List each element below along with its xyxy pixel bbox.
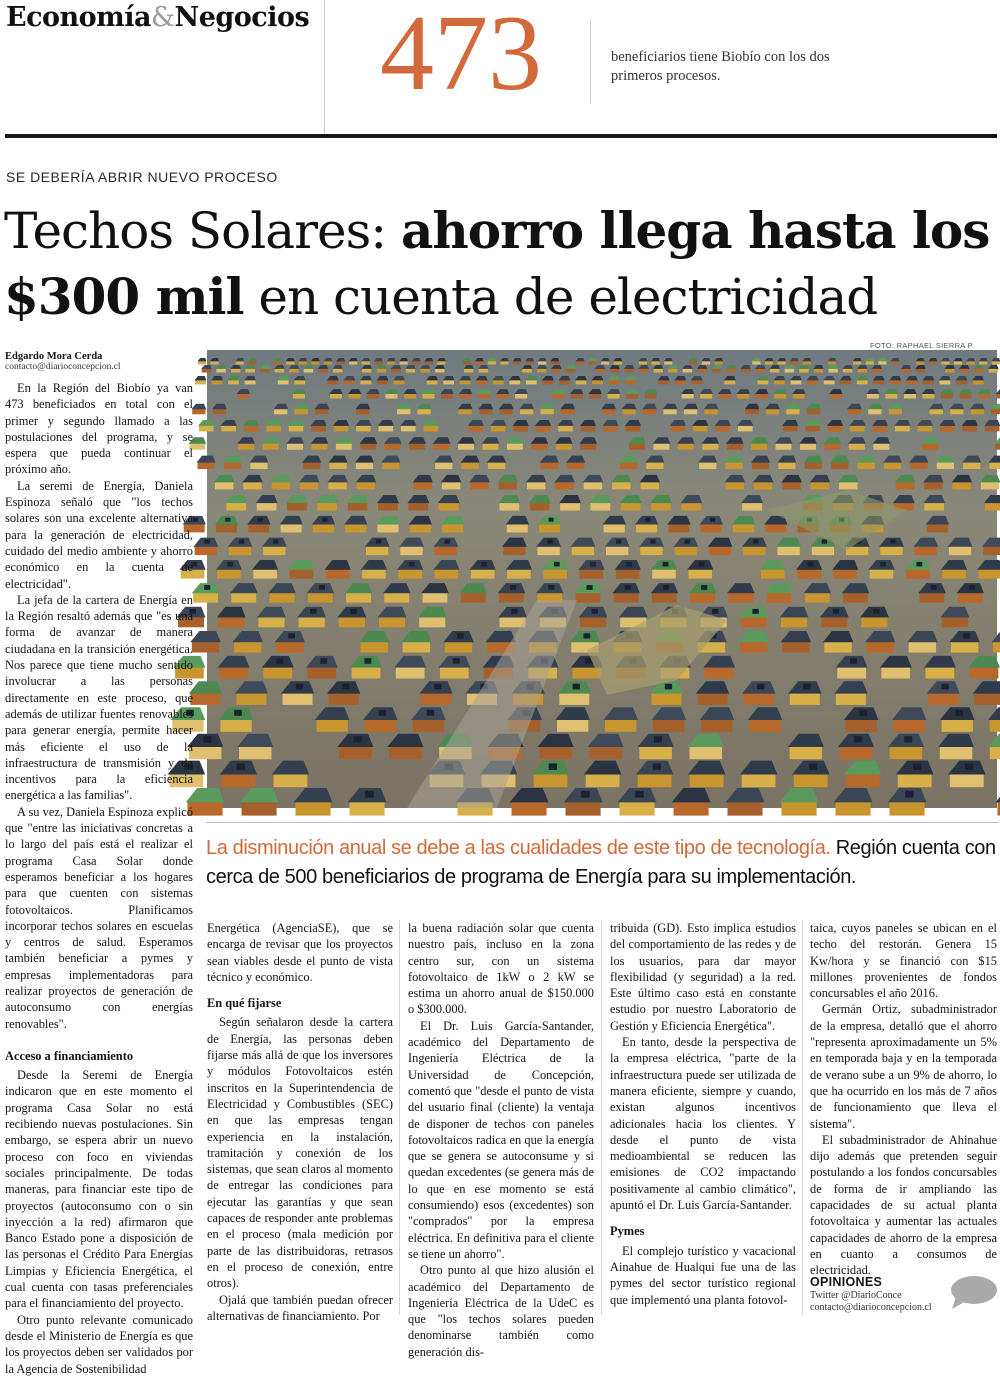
section-brand <box>6 2 309 33</box>
house <box>198 420 214 431</box>
house <box>192 404 207 415</box>
subheading-fijarse: En qué fijarse <box>207 995 393 1011</box>
paragraph: Según señalaron desde la cartera de Energía, las personas deben fijarse más allá de que los inversores y módulos Fotovoltaicos estén inscritos en la Superintendencia de Electricidad y Combustibles (SEC) en que las empresas tengan experiencia en la instalación, tramitación y conexión de los sistemas, que sean claros al momento de entregar las condiciones para ejecutar las garantías y que sean capaces de responder ante problemas en el proceso (mala medición por parte de las distribuidoras, retrasos en el proceso de conexión, entre otros). <box>207 1014 393 1291</box>
photo-credit: FOTO: RAPHAEL SIERRA P. <box>870 341 974 350</box>
headline-light-1: Techos Solares: <box>4 202 401 260</box>
headline-line-1 <box>4 206 989 256</box>
paragraph: Germán Ortiz, subadministrador de la empresa, detalló que el ahorro "representa aproximadamente un 5% en temporada baja y en la temporada de verano sube a un 9% de ahorro, lo que ha ocurrido en los más de 7 años de funcionamiento que lleva el sistema". <box>810 1001 997 1131</box>
paragraph: Energética (AgenciaSE), que se encarga de revisar que los proyectos sean viables desde el punto de vista técnico y económico. <box>207 920 393 985</box>
opiniones-title: OPINIONES <box>810 1275 882 1289</box>
speech-bubble-icon <box>948 1275 998 1311</box>
kicker: SE DEBERÍA ABRIR NUEVO PROCESO <box>6 169 278 185</box>
column-divider <box>399 920 400 1315</box>
paragraph: La seremi de Energía, Daniela Espinoza señaló que "los techos solares son una excelente alternativa para la generación de electricidad, cuidado del medio ambiente y ahorro económico en la cuenta de electricidad". <box>5 478 193 592</box>
paragraph: Ojalá que también puedan ofrecer alternativas de financiamiento. Por <box>207 1292 393 1325</box>
deck <box>206 834 998 892</box>
house <box>190 631 221 653</box>
brand-part1: Economía <box>6 2 151 33</box>
house <box>193 538 218 556</box>
column-divider <box>802 920 803 1315</box>
body-column-3 <box>408 920 594 1316</box>
brand-amp: & <box>151 2 175 33</box>
paragraph: El Dr. Luis García-Santander, académico del Departamento de Ingeniería Eléctrica de la Universidad de Concepción, comentó que "desde el punto de vista del usuario final (cliente) la ventaja de disponer de techos con paneles fotovoltaicos radica en que la energía que se genera se autoconsume y si quedan excedentes (se genera más de lo que en ese momento se está consumiendo) esos (excedentes) son "comprados" por la empresa eléctrica. En definitiva para el cliente se tiene un ahorro". <box>408 1018 594 1262</box>
byline-email: contacto@diarioconcepcion.cl <box>5 362 121 372</box>
number-divider <box>590 20 591 104</box>
house <box>192 583 220 603</box>
headline-light-2: en cuenta de electricidad <box>243 268 877 326</box>
paragraph: El complejo turístico y vacacional Ainahue de Hualqui fue una de las pymes del sector turístico regional que implementó una planta fotovol- <box>610 1243 796 1308</box>
photo-illustration <box>207 350 997 808</box>
byline-name: Edgardo Mora Cerda <box>5 351 102 362</box>
headline-line-2 <box>4 272 877 322</box>
body-column-5 <box>810 920 997 1270</box>
header-divider <box>324 0 325 134</box>
opiniones-email[interactable]: contacto@diarioconcepcion.cl <box>810 1302 932 1313</box>
headline-bold-1: ahorro llega hasta los <box>401 201 989 260</box>
paragraph: taica, cuyos paneles se ubican en el techo del restorán. Genera 15 Kw/hora y se financió con $15 millones provenientes de fondos concursables el año 2016. <box>810 920 997 1001</box>
headline-bold-2: $300 mil <box>4 267 243 326</box>
subheading-pymes: Pymes <box>610 1223 796 1239</box>
subheading-financiamiento: Acceso a financiamiento <box>5 1048 193 1064</box>
paragraph: El subadministrador de Ahinahue dijo además que pretenden seguir postulando a los fondos concursables de forma de ir ampliando las capacidades de su actual planta fotovoltaica y aumentar las actuales capacidades de ahorro de la empresa en cuanto a consumos de electricidad. <box>810 1132 997 1279</box>
body-column-1 <box>5 380 193 1310</box>
house <box>197 456 216 469</box>
deck-accent: La disminución anual se debe a las cualidades de este tipo de tecnología. <box>206 837 831 859</box>
paragraph: A su vez, Daniela Espinoza explicó que "entre las iniciativas concretas a lo largo del país está el realizar el programa Casa Solar donde esperamos beneficiar a los hogares para que cuenten con sistemas fotovoltaicos. Planificamos incorporar techos solares en escuelas y centros de salud. Esperamos también beneficiar a pymes y empresas implementadoras para realizar proyectos de generación de autoconsumo con energías renovables". <box>5 804 193 1032</box>
body-column-4 <box>610 920 796 1316</box>
paragraph: tribuida (GD). Esto implica estudios del comportamiento de las redes y de los usuarios, para dar mayor flexibilidad (y seguridad) a la red. Este último caso está en constante estudio por nuestro Laboratorio de Gestión y Eficiencia Energética". <box>610 920 796 1034</box>
house <box>201 365 212 372</box>
house <box>189 681 222 705</box>
column-divider <box>601 920 602 1315</box>
house <box>195 376 207 384</box>
opiniones-twitter[interactable]: Twitter @DiarioConce <box>810 1290 902 1301</box>
paragraph: En la Región del Biobío ya van 473 beneficiados en total con el primer y segundo llamado a las postulaciones del programa, y se espera que pueda continuar el próximo año. <box>5 380 193 478</box>
paragraph: En tanto, desde la perspectiva de la empresa eléctrica, "parte de la infraestructura puede ser utilizada de manera eficiente, siempre y cuando, existan algunos incentivos adicionales hacia los clientes. Y desde el punto de vista medioambiental se reducen las emisiones de CO2 impactando positivamente al cambio climático", apuntó el Dr. Luis García-Santander. <box>610 1034 796 1213</box>
brand-part2: Negocios <box>175 2 310 33</box>
header-rule <box>5 134 997 138</box>
paragraph: Otro punto relevante comunicado desde el Ministerio de Energía es que los proyectos deben ser validados por la Agencia de Sostenibilidad <box>5 1312 193 1377</box>
house <box>197 358 206 365</box>
paragraph: Otro punto al que hizo alusión el académico del Departamento de Ingeniería Eléctrica de la UdeC es que "los techos solares pueden denominarse también como generación dis- <box>408 1262 594 1360</box>
deck-rule <box>206 822 998 823</box>
paragraph: La jefa de la cartera de Energía en la Región resaltó además que "es una forma de avanzar de manera ciudadana en la transición energética. Nos parece que tiene mucho sentido involucrar a las personas directamente en este proceso, que además de utilizar fuentes renovables para generar energía, permite hacer más eficiente el uso de la infraestructura de transmisión y da incentivos para la eficiencia energética a las familias". <box>5 592 193 804</box>
deck-rest: Región cuenta con cerca de 500 beneficiarios de programa de Energía para su implementación. <box>206 837 996 888</box>
paragraph: Desde la Seremi de Energía indicaron que en este momento el programa Casa Solar no está recibiendo nuevas postulaciones. Sin embargo, se espera abrir un nuevo proceso con foco en viviendas sociales principalmente. De todas maneras, para financiar este tipo de proyectos (autoconsumo con o sin inyección a la red) afirmaron que Banco Estado pone a disposición de las personas el Crédito Para Energías Limpias y Eficiencia Energética, el cual cuenta con tasas preferenciales para el financiamiento del proyecto. <box>5 1067 193 1311</box>
big-number-caption: beneficiarios tiene Biobío con los dos primeros procesos. <box>611 48 851 86</box>
housing-aerial-photo <box>207 350 997 808</box>
body-column-2 <box>207 920 393 1316</box>
big-number: 473 <box>380 0 542 108</box>
paragraph: la buena radiación solar que cuenta nuestro país, incluso en la zona centro sur, con un sistema fotovoltaico de 1kW o 2 kW se estima un ahorro anual de $150.000 o $300.000. <box>408 920 594 1018</box>
